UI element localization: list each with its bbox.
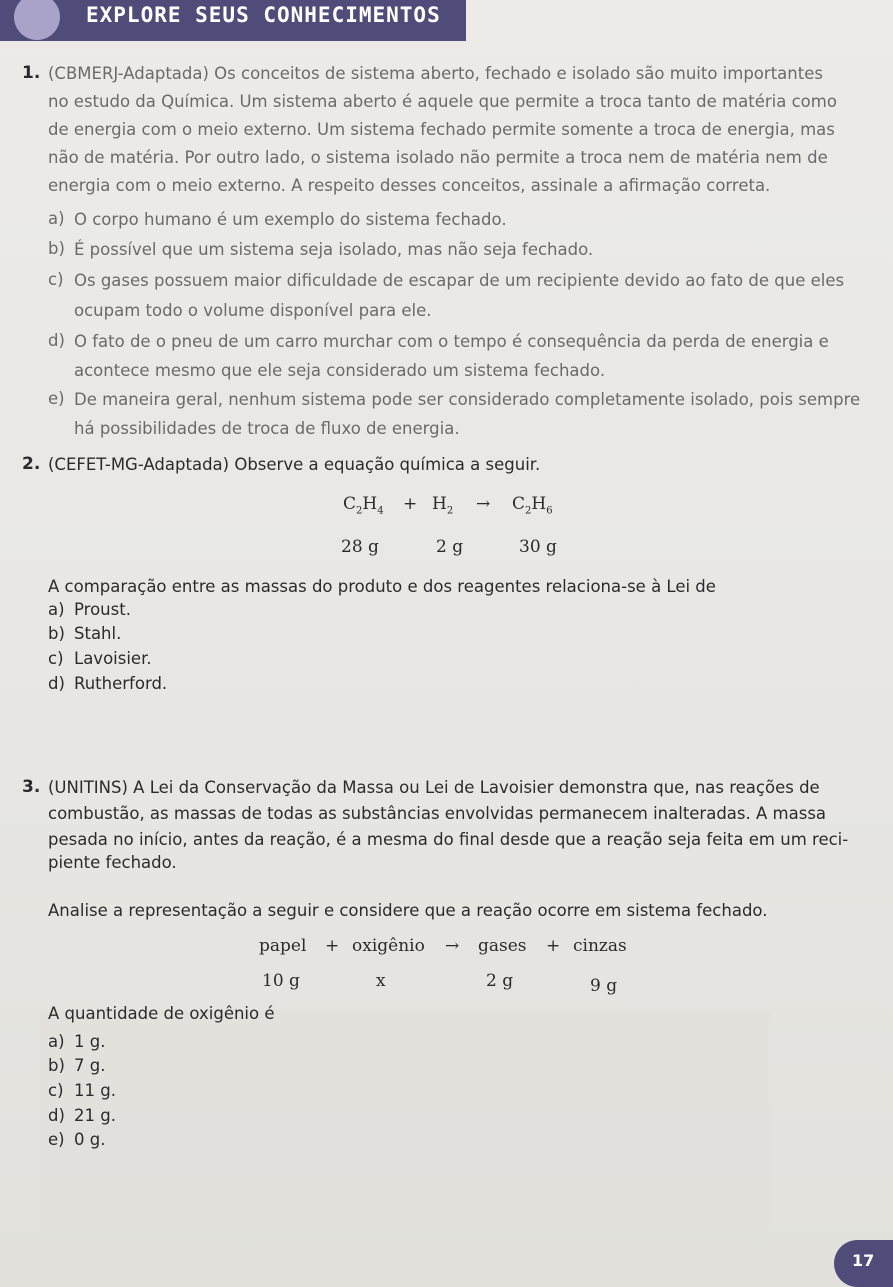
q1-option-b: É possível que um sistema seja isolado, mas não seja fechado. — [74, 240, 594, 259]
answer-area — [40, 1010, 770, 1225]
q2-option-letter: d) — [48, 674, 65, 693]
q2-option-a: Proust. — [74, 600, 131, 619]
q3-plus: + — [325, 936, 340, 956]
q3-mass-papel: 10 g — [262, 971, 300, 991]
q2-reactant-1: $C_2H_4$ — [343, 494, 384, 517]
q3-text-line: (UNITINS) A Lei da Conservação da Massa ou Lei de Lavoisier demonstra que, nas reações de — [48, 778, 820, 797]
q3-option-a: 1 g. — [74, 1032, 106, 1051]
q3-text-line: pesada no início, antes da reação, é a mesma do final desde que a reação seja feita em um reci- — [48, 830, 849, 849]
q2-option-c: Lavoisier. — [74, 649, 152, 668]
q1-text-line: no estudo da Química. Um sistema aberto é aquele que permite a troca tanto de matéria como — [48, 92, 837, 111]
q1-text-line: de energia com o meio externo. Um sistema fechado permite somente a troca de energia, mas — [48, 120, 835, 139]
q3-option-letter: d) — [48, 1106, 65, 1125]
q1-option-letter: e) — [48, 389, 65, 408]
q2-mass-3: 30 g — [519, 537, 557, 557]
q2-stem: A comparação entre as massas do produto e dos reagentes relaciona-se à Lei de — [48, 577, 716, 596]
q3-option-letter: b) — [48, 1056, 65, 1075]
q2-intro: (CEFET-MG-Adaptada) Observe a equação química a seguir. — [48, 455, 541, 474]
q3-plus: + — [546, 936, 561, 956]
banner-icon — [14, 0, 60, 40]
page-number: 17 — [852, 1251, 875, 1270]
q3-text-line: combustão, as massas de todas as substâncias envolvidas permanecem inalteradas. A massa — [48, 804, 827, 823]
q2-mass-1: 28 g — [341, 537, 379, 557]
q3-option-letter: a) — [48, 1032, 65, 1051]
q3-arrow: → — [445, 936, 460, 956]
q3-mass-gases: 2 g — [486, 971, 514, 991]
q3-option-letter: c) — [48, 1081, 64, 1100]
q3-term-cinzas: cinzas — [573, 936, 627, 956]
q2-reactant-2: $H_2$ — [432, 494, 454, 517]
q2-option-letter: a) — [48, 600, 65, 619]
q1-option-c-cont: ocupam todo o volume disponível para ele. — [74, 301, 432, 320]
q1-option-e: De maneira geral, nenhum sistema pode ser considerado completamente isolado, pois sempre — [74, 390, 861, 409]
q3-term-gases: gases — [478, 936, 527, 956]
q2-option-b: Stahl. — [74, 624, 122, 643]
q3-mass-cinzas: 9 g — [590, 976, 618, 996]
q1-text-line: (CBMERJ-Adaptada) Os conceitos de sistema aberto, fechado e isolado são muito importantes — [48, 64, 823, 83]
question-2-number: 2. — [22, 454, 41, 474]
q3-term-papel: papel — [259, 936, 307, 956]
q3-option-c: 11 g. — [74, 1081, 116, 1100]
q1-option-c: Os gases possuem maior dificuldade de escapar de um recipiente devido ao fato de que eles — [74, 271, 845, 290]
q1-option-letter: b) — [48, 239, 65, 258]
q3-text-line: piente fechado. — [48, 853, 177, 872]
q2-option-letter: b) — [48, 624, 65, 643]
q2-plus: + — [403, 494, 418, 514]
q3-option-b: 7 g. — [74, 1056, 106, 1075]
q3-stem: A quantidade de oxigênio é — [48, 1004, 275, 1023]
q3-option-d: 21 g. — [74, 1106, 116, 1125]
q2-option-d: Rutherford. — [74, 674, 168, 693]
section-banner — [0, 0, 466, 41]
q1-option-letter: a) — [48, 209, 65, 228]
question-3-number: 3. — [22, 777, 41, 797]
q2-option-letter: c) — [48, 649, 64, 668]
q1-option-letter: c) — [48, 270, 64, 289]
section-title: EXPLORE SEUS CONHECIMENTOS — [86, 3, 441, 27]
q1-option-e-cont: há possibilidades de troca de fluxo de energia. — [74, 419, 460, 438]
q1-text-line: energia com o meio externo. A respeito desses conceitos, assinale a afirmação correta. — [48, 176, 771, 195]
q3-analyze: Analise a representação a seguir e considere que a reação ocorre em sistema fechado. — [48, 901, 768, 920]
q3-term-oxigenio: oxigênio — [352, 936, 425, 956]
q2-product: $C_2H_6$ — [512, 494, 553, 517]
q1-text-line: não de matéria. Por outro lado, o sistema isolado não permite a troca nem de matéria nem de — [48, 148, 828, 167]
q3-option-letter: e) — [48, 1130, 65, 1149]
q2-arrow: → — [476, 494, 491, 514]
q1-option-d-cont: acontece mesmo que ele seja considerado um sistema fechado. — [74, 361, 606, 380]
q1-option-letter: d) — [48, 331, 65, 350]
question-1-number: 1. — [22, 63, 41, 83]
q3-mass-oxigenio: x — [376, 971, 386, 991]
q3-option-e: 0 g. — [74, 1130, 106, 1149]
q1-option-d: O fato de o pneu de um carro murchar com o tempo é consequência da perda de energia e — [74, 332, 829, 351]
q2-mass-2: 2 g — [436, 537, 464, 557]
q1-option-a: O corpo humano é um exemplo do sistema fechado. — [74, 210, 507, 229]
